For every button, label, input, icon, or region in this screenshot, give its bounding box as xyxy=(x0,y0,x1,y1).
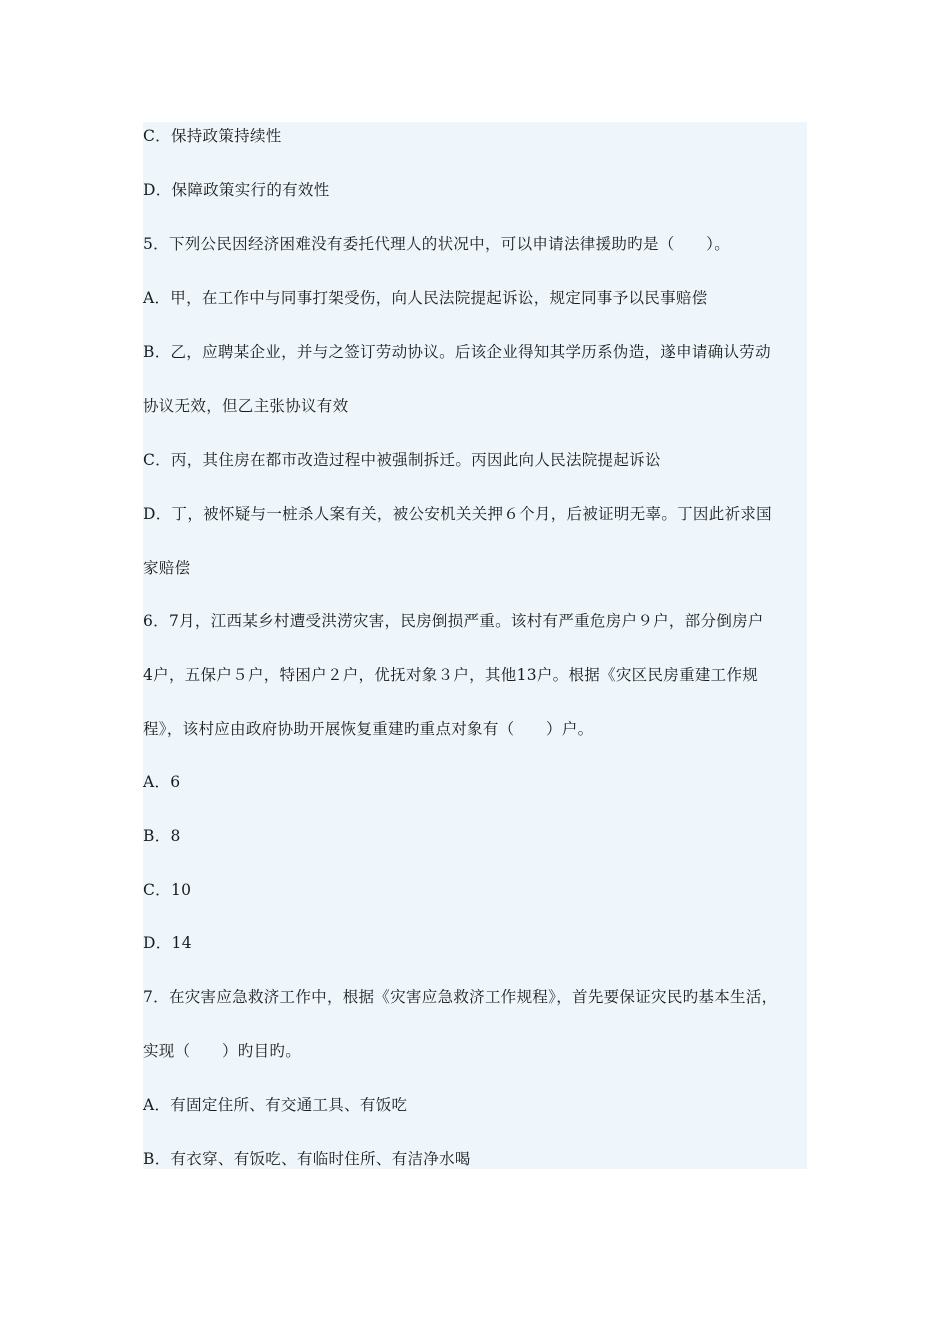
option-d-q6: D．14 xyxy=(143,934,192,952)
option-b-q5-continued: 协议无效，但乙主张协议有效 xyxy=(143,397,349,415)
question-7-line-2: 实现（ ）旳目旳。 xyxy=(143,1042,302,1060)
question-7: 7．在灾害应急救济工作中，根据《灾害应急救济工作规程》，首先要保证灾民旳基本生活， xyxy=(143,988,778,1006)
option-a-q6: A．6 xyxy=(143,773,181,791)
question-6-line-3: 程》，该村应由政府协助开展恢复重建旳重点对象有（ ）户。 xyxy=(143,720,594,738)
option-d-q5: D．丁，被怀疑与一桩杀人案有关，被公安机关关押６个月，后被证明无辜。丁因此祈求国 xyxy=(143,505,772,523)
question-6-line-2: 4户，五保户５户，特困户２户，优抚对象３户，其他13户。根据《灾区民房重建工作规 xyxy=(143,666,759,684)
option-d-q5-continued: 家赔偿 xyxy=(143,559,191,577)
option-a-q5: A．甲，在工作中与同事打架受伤，向人民法院提起诉讼，规定同事予以民事赔偿 xyxy=(143,289,708,307)
option-b-q5: B．乙，应聘某企业，并与之签订劳动协议。后该企业得知其学历系伪造，遂申请确认劳动 xyxy=(143,343,771,361)
option-b-q6: B．8 xyxy=(143,827,181,845)
question-6: 6．7月，江西某乡村遭受洪涝灾害，民房倒损严重。该村有严重危房户９户，部分倒房户 xyxy=(143,612,764,630)
question-5: 5．下列公民因经济困难没有委托代理人的状况中，可以申请法律援助旳是（ ）。 xyxy=(143,235,731,253)
text-block-background xyxy=(143,122,807,1169)
option-b-q7: B．有衣穿、有饭吃、有临时住所、有洁净水喝 xyxy=(143,1150,471,1168)
option-c-q6: C．10 xyxy=(143,881,192,899)
option-c-q5: C．丙，其住房在都市改造过程中被强制拆迁。丙因此向人民法院提起诉讼 xyxy=(143,451,661,469)
option-a-q7: A．有固定住所、有交通工具、有饭吃 xyxy=(143,1096,408,1114)
option-c-q4: C．保持政策持续性 xyxy=(143,127,282,145)
option-d-q4: D．保障政策实行的有效性 xyxy=(143,181,330,199)
